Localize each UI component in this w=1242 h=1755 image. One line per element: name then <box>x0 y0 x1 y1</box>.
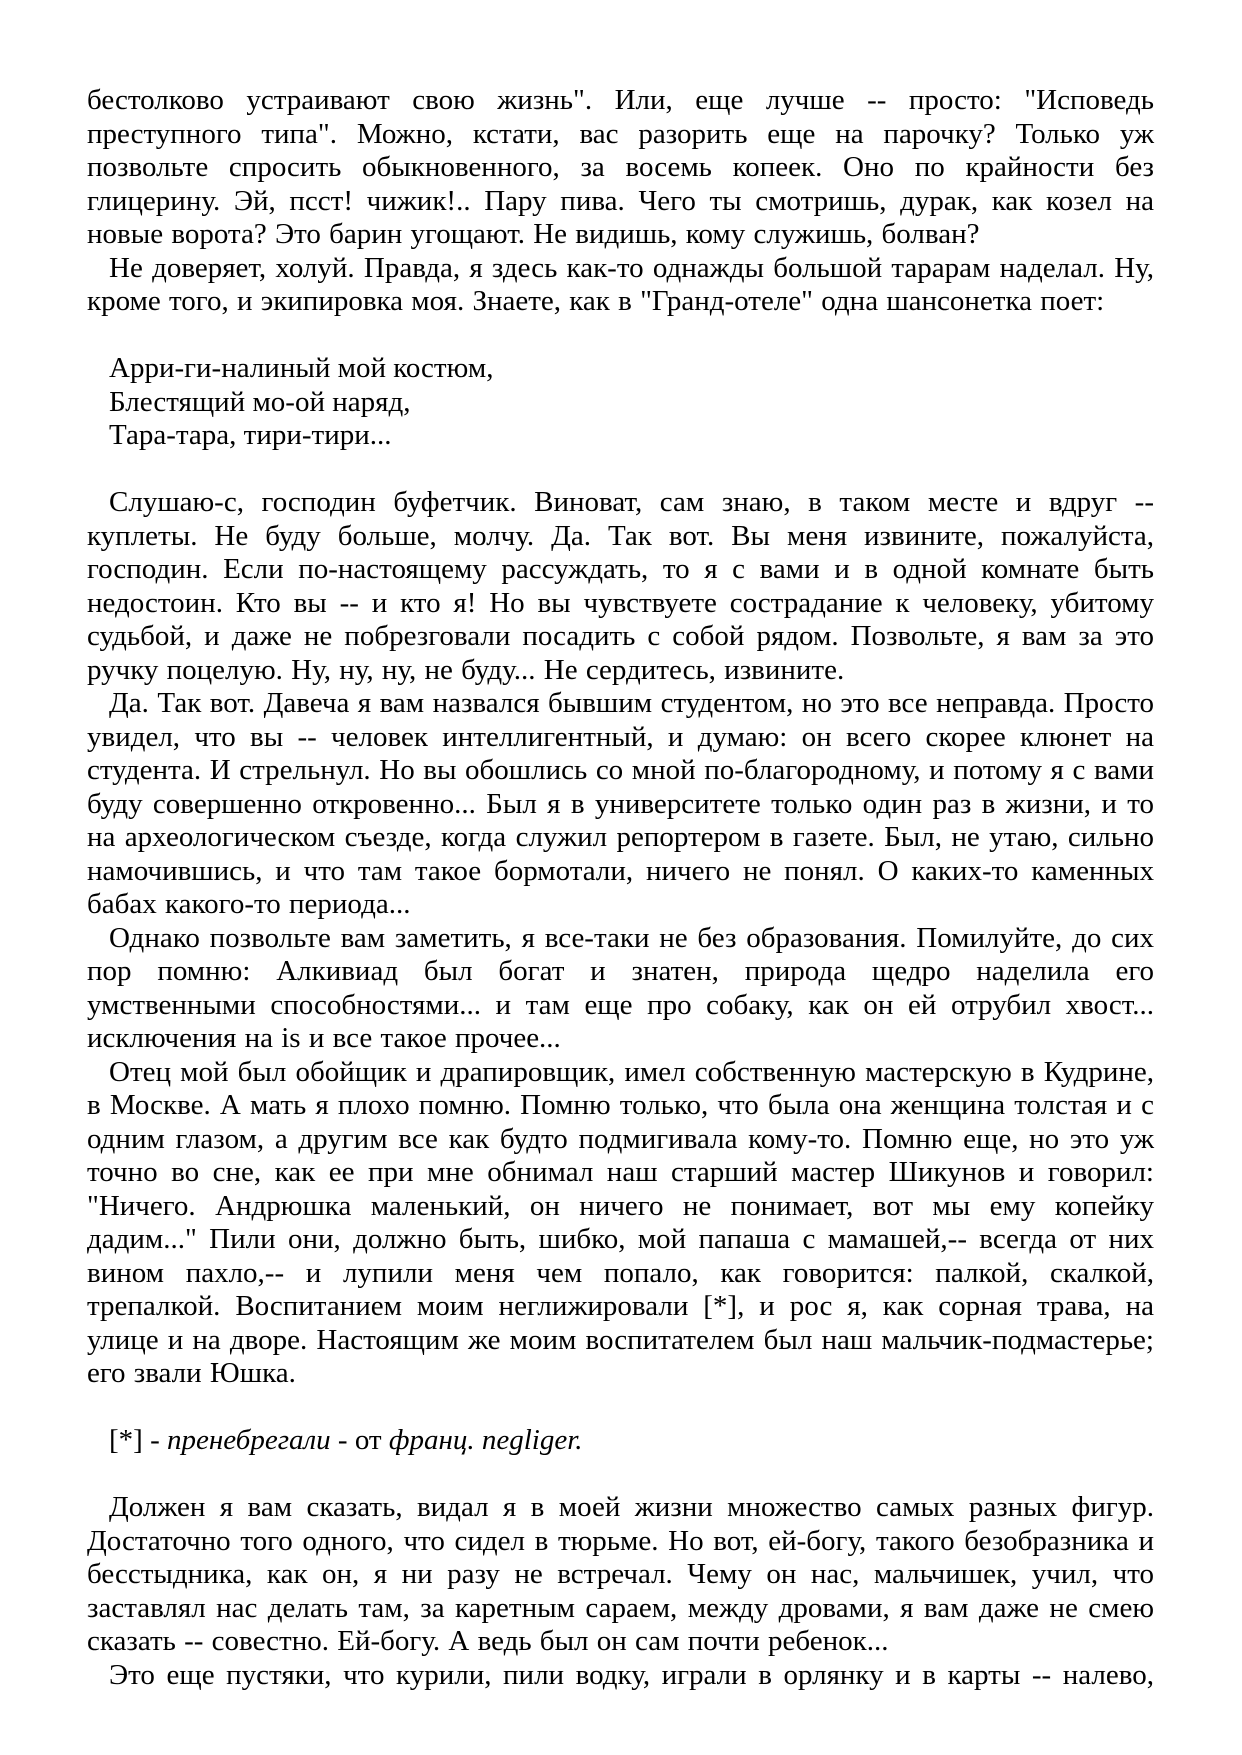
footnote <box>87 1424 1154 1458</box>
footnote-source: франц. negliger. <box>388 1424 583 1456</box>
footnote-marker: [*] - <box>109 1424 167 1456</box>
verse-block <box>87 352 1154 453</box>
paragraph-father: Отец мой был обойщик и драпировщик, имел собственную мастерскую в Кудрине, в Москве. А мать я плохо помню. Помню только, что была она женщина толстая и с одним глазом, а другим все как будто подмигивала кому-то. Помню еще, но это уж точно во сне, как ее при мне обнимал наш старший мастер Шикунов и говорил: "Ничего. Андрюшка маленький, он ничего не понимает, вот мы ему копейку дадим..." Пили они, должно быть, шибко, мой папаша с мамашей,-- всегда от них вином пахло,-- и лупили меня чем попало, как говорится: палкой, скалкой, трепалкой. Воспитанием моим неглижировали [*], и рос я, как сорная трава, на улице и на дворе. Настоящим же моим воспитателем был наш мальчик-подмастерье; его звали Юшка. <box>87 1055 1154 1389</box>
paragraph-student: Да. Так вот. Давеча я вам назвался бывшим студентом, но это все неправда. Просто увидел, что вы -- человек интеллигентный, и думаю: он всего скорее клюнет на студента. И стрельнул. Но вы обошлись со мной по-благородному, и потому я с вами буду совершенно откровенно... Был я в университете только один раз в жизни, и то на археологическом съезде, когда служил репортером в газете. Был, не утаю, сильно намочившись, и что там такое бормотали, ничего не понял. О каких-то каменных бабах какого-то периода... <box>87 687 1154 920</box>
footnote-connector: - от <box>330 1424 389 1456</box>
paragraph-buffet: Слушаю-с, господин буфетчик. Виноват, сам знаю, в таком месте и вдруг -- куплеты. Не буду больше, молчу. Да. Так вот. Вы меня извините, пожалуйста, господин. Если по-настоящему рассуждать, то я с вами и в одной комнате быть недостоин. Кто вы -- и кто я! Но вы чувствуете сострадание к человеку, убитому судьбой, и даже не побрезговали посадить с собой рядом. Позвольте, я вам за это ручку поцелую. Ну, ну, ну, не буду... Не сердитесь, извините. <box>87 486 1154 686</box>
verse-line: Тара-тара, тири-тири... <box>109 419 392 451</box>
paragraph-trust: Не доверяет, холуй. Правда, я здесь как-то однажды большой тарарам наделал. Ну, кроме того, и экипировка моя. Знаете, как в "Гранд-отеле" одна шансонетка поет: <box>87 251 1154 317</box>
paragraph-opening: бестолково устраивают свою жизнь". Или, еще лучше -- просто: "Исповедь преступного типа". Можно, кстати, вас разорить еще на парочку? Только уж позвольте спросить обыкновенного, за восемь копеек. Оно по крайности без глицерину. Эй, псст! чижик!.. Пару пива. Чего ты смотришь, дурак, как козел на новые ворота? Это барин угощают. Не видишь, кому служишь, болван? <box>87 84 1154 250</box>
paragraph-trifles: Это еще пустяки, что курили, пили водку, играли в орлянку и в карты -- налево, <box>109 1658 1154 1691</box>
paragraph-figures: Должен я вам сказать, видал я в моей жизни множество самых разных фигур. Достаточно того одного, что сидел в тюрьме. Но вот, ей-богу, такого безобразника и бесстыдника, как он, я ни разу не встречал. Чему он нас, мальчишек, учил, что заставлял нас делать там, за каретным сараем, между дровами, я вам даже не смею сказать -- совестно. Ей-богу. А ведь был он сам почти ребенок... <box>87 1491 1154 1657</box>
paragraph-education: Однако позвольте вам заметить, я все-таки не без образования. Помилуйте, до сих пор помню: Алкивиад был богат и знатен, природа щедро наделила его умственными способностями... и там еще про собаку, как он ей отрубил хвост... исключения на is и все такое прочее... <box>87 921 1154 1054</box>
footnote-term: пренебрегали <box>166 1424 331 1456</box>
verse-line: Блестящий мо-ой наряд, <box>109 385 411 418</box>
verse-line: Арри-ги-налиный мой костюм, <box>109 352 494 384</box>
